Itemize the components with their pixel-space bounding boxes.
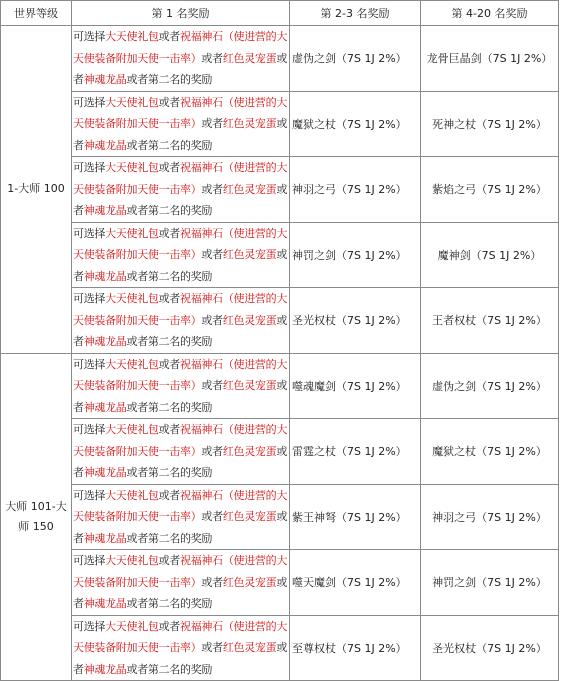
table-row (1, 26, 559, 92)
reward-text: 或者 (73, 510, 288, 545)
reward-text: 或者 (201, 575, 223, 589)
reward-text: 可选择 (73, 30, 106, 43)
reward-text: 或者 (158, 423, 181, 436)
reward-highlight: 红色灵宠蛋 (222, 444, 277, 458)
reward-highlight: 红色灵宠蛋 (222, 510, 277, 523)
fourth-twentieth-reward-cell: 龙骨巨晶剑（7S 1J 2%） (421, 26, 559, 92)
reward-highlight: 红色灵宠蛋 (222, 575, 277, 589)
reward-text: 或者 (158, 488, 181, 502)
reward-text: 或者 (201, 379, 223, 392)
reward-highlight: 红色灵宠蛋 (222, 51, 277, 65)
reward-highlight: 大天使礼包 (105, 30, 159, 43)
reward-text: 或者 (201, 182, 223, 196)
first-place-reward-cell (72, 550, 290, 616)
second-third-reward-cell: 魔狱之杖（7S 1J 2%） (290, 91, 421, 157)
reward-highlight: 神魂龙晶 (83, 204, 127, 217)
reward-text: 可选择 (73, 357, 106, 371)
fourth-twentieth-reward-cell: 死神之杖（7S 1J 2%） (421, 91, 559, 157)
reward-highlight: 大天使礼包 (105, 619, 159, 633)
reward-text: 可选择 (73, 95, 106, 109)
reward-text: 或者 (73, 51, 288, 86)
reward-highlight: 神魂龙晶 (83, 662, 127, 676)
first-place-reward-cell (72, 222, 290, 288)
reward-highlight: 红色灵宠蛋 (222, 641, 277, 654)
fourth-twentieth-reward-cell: 圣光权杖（7S 1J 2%） (421, 615, 559, 681)
reward-highlight: 祝福神石（使进营的大天使装备附加天使一击率） (73, 357, 288, 392)
table-row (1, 157, 559, 223)
table-row (1, 353, 559, 419)
second-third-reward-cell: 圣光权杖（7S 1J 2%） (290, 288, 421, 354)
reward-text: 或者 (201, 248, 223, 261)
reward-text: 或者第二名的奖励 (126, 269, 213, 283)
reward-text: 或者第二名的奖励 (126, 466, 213, 479)
reward-text: 或者第二名的奖励 (126, 73, 213, 86)
reward-text: 或者第二名的奖励 (126, 138, 213, 152)
reward-text: 或者 (73, 379, 288, 414)
second-third-reward-cell: 紫王神弩（7S 1J 2%） (290, 484, 421, 550)
reward-highlight: 祝福神石（使进营的大天使装备附加天使一击率） (73, 619, 288, 654)
reward-highlight: 大天使礼包 (105, 161, 159, 174)
reward-highlight: 祝福神石（使进营的大天使装备附加天使一击率） (73, 226, 288, 261)
table-row (1, 615, 559, 681)
reward-highlight: 祝福神石（使进营的大天使装备附加天使一击率） (73, 554, 288, 589)
reward-text: 可选择 (73, 161, 106, 174)
reward-highlight: 大天使礼包 (105, 488, 159, 502)
reward-highlight: 大天使礼包 (105, 554, 159, 567)
reward-text: 或者 (158, 161, 181, 174)
reward-highlight: 神魂龙晶 (83, 400, 127, 414)
reward-highlight: 大天使礼包 (105, 423, 159, 436)
reward-text: 或者第二名的奖励 (126, 400, 213, 414)
reward-highlight: 神魂龙晶 (83, 531, 127, 545)
second-third-reward-cell: 神羽之弓（7S 1J 2%） (290, 157, 421, 223)
reward-highlight: 神魂龙晶 (83, 73, 127, 86)
reward-highlight: 红色灵宠蛋 (222, 182, 277, 196)
reward-highlight: 神魂龙晶 (83, 597, 127, 610)
reward-highlight: 大天使礼包 (105, 357, 159, 371)
reward-text: 或者 (201, 444, 223, 458)
reward-text: 或者 (158, 554, 181, 567)
reward-highlight: 红色灵宠蛋 (222, 117, 277, 130)
table-row (1, 91, 559, 157)
reward-text: 或者第二名的奖励 (126, 597, 213, 610)
table-row (1, 419, 559, 485)
reward-table-body (1, 26, 559, 681)
reward-text: 或者 (201, 313, 223, 327)
reward-text: 或者 (73, 117, 288, 152)
table-row (1, 550, 559, 616)
reward-text: 或者 (73, 444, 288, 479)
reward-highlight: 祝福神石（使进营的大天使装备附加天使一击率） (73, 488, 288, 523)
fourth-twentieth-reward-cell: 魔神剑（7S 1J 2%） (421, 222, 559, 288)
reward-text: 或者 (73, 575, 288, 610)
first-place-reward-cell (72, 26, 290, 92)
fourth-twentieth-reward-cell: 神羽之弓（7S 1J 2%） (421, 484, 559, 550)
reward-text: 或者 (201, 117, 223, 130)
reward-highlight: 大天使礼包 (105, 95, 159, 109)
first-place-reward-cell (72, 615, 290, 681)
table-row (1, 222, 559, 288)
reward-highlight: 祝福神石（使进营的大天使装备附加天使一击率） (73, 95, 288, 130)
reward-text: 或者第二名的奖励 (126, 335, 213, 348)
reward-text: 或者 (158, 95, 181, 109)
reward-text: 或者第二名的奖励 (126, 531, 213, 545)
reward-highlight: 神魂龙晶 (83, 269, 127, 283)
fourth-twentieth-reward-cell: 魔狱之杖（7S 1J 2%） (421, 419, 559, 485)
second-third-reward-cell: 虚伪之剑（7S 1J 2%） (290, 26, 421, 92)
first-place-reward-cell (72, 288, 290, 354)
table-row (1, 288, 559, 354)
fourth-twentieth-reward-cell: 王者权杖（7S 1J 2%） (421, 288, 559, 354)
second-third-reward-cell: 神罚之剑（7S 1J 2%） (290, 222, 421, 288)
reward-highlight: 大天使礼包 (105, 226, 159, 240)
reward-text: 或者 (201, 641, 223, 654)
reward-text: 或者 (158, 619, 181, 633)
reward-text: 或者 (158, 292, 181, 305)
fourth-twentieth-reward-cell: 神罚之剑（7S 1J 2%） (421, 550, 559, 616)
reward-highlight: 红色灵宠蛋 (222, 248, 277, 261)
second-third-reward-cell: 噬魂魔剑（7S 1J 2%） (290, 353, 421, 419)
reward-text: 或者第二名的奖励 (126, 204, 213, 217)
header-first-place: 第 1 名奖励 (72, 1, 290, 26)
table-row (1, 484, 559, 550)
header-world-level: 世界等级 (1, 1, 72, 26)
second-third-reward-cell: 至尊权杖（7S 1J 2%） (290, 615, 421, 681)
reward-highlight: 神魂龙晶 (83, 335, 127, 348)
reward-highlight: 祝福神石（使进营的大天使装备附加天使一击率） (73, 292, 288, 327)
fourth-twentieth-reward-cell: 虚伪之剑（7S 1J 2%） (421, 353, 559, 419)
reward-highlight: 祝福神石（使进营的大天使装备附加天使一击率） (73, 30, 288, 65)
reward-highlight: 红色灵宠蛋 (222, 313, 277, 327)
second-third-reward-cell: 雷霆之杖（7S 1J 2%） (290, 419, 421, 485)
reward-text: 或者 (73, 182, 288, 217)
reward-text: 可选择 (73, 423, 106, 436)
reward-text: 或者 (158, 226, 181, 240)
reward-text: 可选择 (73, 226, 106, 240)
header-fourth-twentieth: 第 4-20 名奖励 (421, 1, 559, 26)
reward-text: 或者第二名的奖励 (126, 662, 213, 676)
first-place-reward-cell (72, 419, 290, 485)
first-place-reward-cell (72, 484, 290, 550)
first-place-reward-cell (72, 353, 290, 419)
fourth-twentieth-reward-cell: 紫焰之弓（7S 1J 2%） (421, 157, 559, 223)
reward-highlight: 大天使礼包 (105, 292, 159, 305)
header-row (1, 1, 559, 26)
header-second-third: 第 2-3 名奖励 (290, 1, 421, 26)
reward-highlight: 红色灵宠蛋 (222, 379, 277, 392)
reward-highlight: 祝福神石（使进营的大天使装备附加天使一击率） (73, 161, 288, 196)
reward-text: 可选择 (73, 619, 106, 633)
reward-highlight: 祝福神石（使进营的大天使装备附加天使一击率） (73, 423, 288, 458)
reward-text: 或者 (73, 641, 288, 676)
reward-text: 或者 (158, 30, 181, 43)
second-third-reward-cell: 噬天魔剑（7S 1J 2%） (290, 550, 421, 616)
world-level-cell: 大师 101-大师 150 (1, 353, 72, 681)
reward-text: 可选择 (73, 292, 106, 305)
reward-highlight: 神魂龙晶 (83, 466, 127, 479)
reward-text: 可选择 (73, 554, 106, 567)
reward-text: 或者 (201, 51, 223, 65)
first-place-reward-cell (72, 91, 290, 157)
world-level-cell: 1-大师 100 (1, 26, 72, 354)
reward-text: 或者 (158, 357, 181, 371)
reward-highlight: 神魂龙晶 (83, 138, 127, 152)
reward-text: 可选择 (73, 488, 106, 502)
reward-text: 或者 (73, 248, 288, 283)
reward-text: 或者 (201, 510, 223, 523)
first-place-reward-cell (72, 157, 290, 223)
reward-text: 或者 (73, 313, 288, 348)
